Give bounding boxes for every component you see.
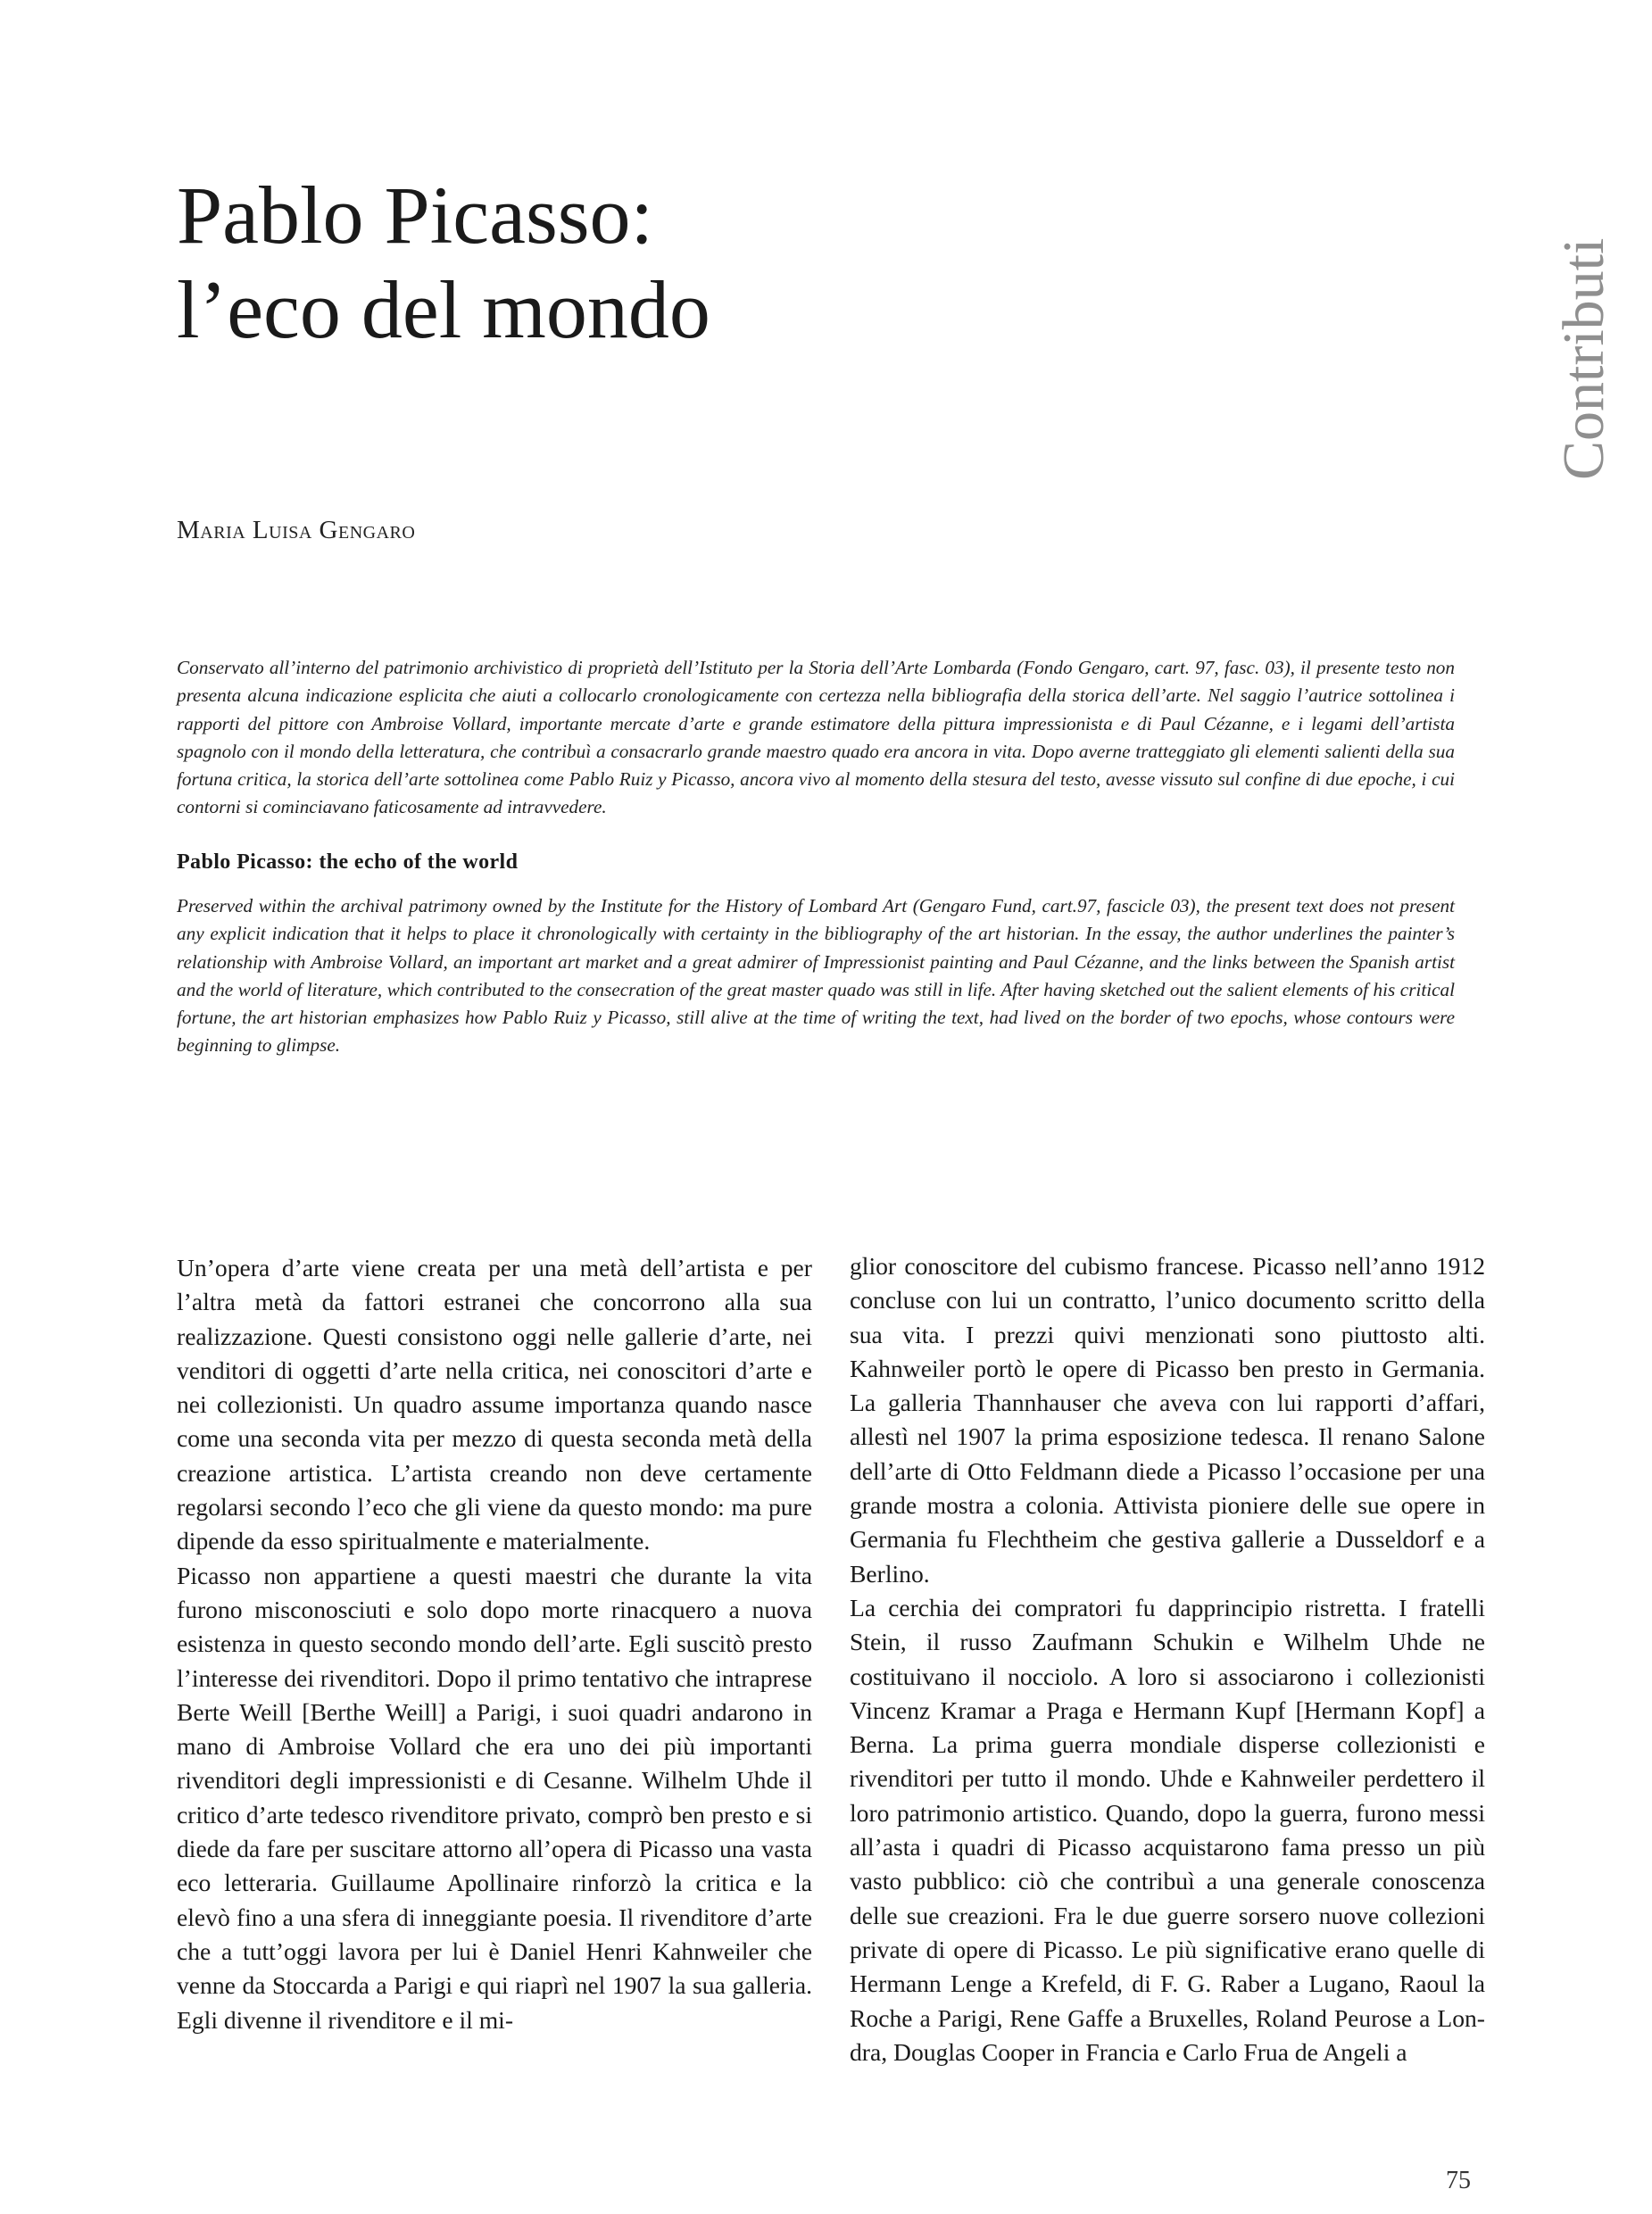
article-title-line-1: Pablo Picasso: bbox=[177, 170, 654, 261]
abstract-english-title: Pablo Picasso: the echo of the world bbox=[177, 850, 519, 874]
page-number: 75 bbox=[1446, 2167, 1471, 2194]
abstract-italian: Conservato all’interno del patrimonio archivistico di proprietà dell’Istituto per la Storia dell’Arte Lombarda (Fondo Gengaro, cart. 97, fasc. 03), il presente testo non presenta alcuna indicazione esplicita che aiuti a collocarlo cronologicamente con certezza nella bibliografia della storica dell’arte. Nel saggio l’autrice sottolinea i rapporti del pittore con Ambroise Vollard, importante mercate d’arte e grande estimatore della pittura impressionista e di Paul Cézanne, e i legami dell’artista spagnolo con il mondo della letteratura, che contribuì a consacrarlo grande maestro quado era ancora in vita. Dopo averne tratteggiato gli elementi salienti della sua fortuna critica, la storica dell’arte sottolinea come Pablo Ruiz y Picasso, ancora vivo al momento della stesura del testo, avesse vissuto sul confine di due epoche, i cui contorni si cominciavano faticosamente ad intravvedere. bbox=[177, 657, 1455, 818]
section-label-text: Contributi bbox=[1551, 237, 1616, 480]
body-paragraph: Picasso non appartiene a questi maestri che durante la vita furono misconosciuti e solo dopo morte rinacquero a nuova esistenza in questo secondo mondo dell’arte. Egli suscitò presto l’interesse dei rivenditori. Dopo il primo tentativo che intraprese Berte Weill [Berthe Weill] a Parigi, i suoi quadri andarono in mano di Ambroise Vollard che era uno dei più importanti rivenditori degli impressionisti e di Cesanne. Wilhelm Uhde il critico d’arte tedesco rivenditore privato, comprò ben presto e si diede da fare per suscitare attorno all’opera di Picasso una vasta eco letteraria. Guillaume Apollinaire rinforzò la critica e la elevò fino a una sfera di inneggiante poesia. Il rivenditore d’arte che a tutt’oggi lavora per lui è Daniel Henri Kahnweiler che venne da Stoccarda a Parigi e qui riaprì nel 1907 la sua galleria. Egli divenne il rivenditore e il mi- bbox=[177, 1561, 812, 2034]
body-paragraph: La cerchia dei compratori fu dapprincipio ristretta. I fratelli Stein, il russo Zaufmann Schukin e Wilhelm Uhde ne costituivano il nocciolo. A loro si associarono i collezionisti Vincenz Kramar a Praga e Hermann Kupf [Hermann Kopf] a Berna. La prima guerra mondiale disperse collezionisti e rivenditori per tutto il mondo. Uhde e Kahnweiler perdettero il loro patrimonio artistico. Quando, dopo la guerra, furono messi all’asta i quadri di Picasso acquistarono fama presso un più vasto pubblico: ciò che contribuì a una generale conoscenza delle sue creazioni. Fra le due guerre sorsero nuove collezioni private di opere di Picasso. Le più significative erano quelle di Hermann Lenge a Krefeld, di F. G. Raber a Lugano, Raoul la Roche a Parigi, Rene Gaffe a Bruxelles, Roland Peurose a Londra, Douglas Cooper in Francia e Carlo Frua de Angeli a bbox=[850, 1593, 1485, 2066]
body-paragraph: glior conoscitore del cubismo francese. Picasso nell’anno 1912 concluse con lui un contratto, l’unico documento scritto della sua vita. I prezzi quivi menzionati sono piuttosto alti. Kahnweiler portò le opere di Picasso ben presto in Germania. La galleria Thannhauser che aveva con lui rapporti d’affari, allestì nel 1907 la prima esposizione tedesca. Il renano Salone dell’arte di Otto Feldmann diede a Picasso l’occasione per una grande mostra a colonia. Attivista pioniere delle sue opere in Germania fu Flechtheim che gestiva gallerie a Dusseldorf e a Berlino. bbox=[850, 1252, 1485, 1588]
section-label bbox=[1553, 212, 1615, 480]
article-title-line-2: l’eco del mondo bbox=[177, 264, 710, 355]
body-paragraph: Un’opera d’arte viene creata per una metà dell’artista e per l’altra metà da fattori estranei che concorrono alla sua realizzazione. Questi consistono oggi nelle gallerie d’arte, nei venditori di oggetti d’arte nella critica, nei conoscitori d’arte e nei collezionisti. Un quadro assume importanza quando nasce come una seconda vita per mezzo di questa seconda metà della creazione artistica. L’artista creando non deve certamente regolarsi secondo l’eco che gli viene da questo mondo: ma pure dipende da esso spiritualmente e materialmente. bbox=[177, 1254, 812, 1555]
body-column-right bbox=[850, 1249, 1485, 2069]
article-title bbox=[177, 168, 710, 357]
body-column-left bbox=[177, 1251, 812, 2037]
author-name: Maria Luisa Gengaro bbox=[177, 516, 416, 544]
abstract-english: Preserved within the archival patrimony owned by the Institute for the History of Lombard Art (Gengaro Fund, cart.97, fascicle 03), the present text does not present any explicit indication that it helps to place it chronologically with certainty in the bibliography of the art historian. In the essay, the author underlines the painter’s relationship with Ambroise Vollard, an important art market and a great admirer of Impressionist painting and Paul Cézanne, and the links between the Spanish artist and the world of literature, which contributed to the consecration of the great master quado was still in life. After having sketched out the salient elements of his critical fortune, the art historian emphasizes how Pablo Ruiz y Picasso, still alive at the time of writing the text, had lived on the border of two epochs, whose contours were beginning to glimpse. bbox=[177, 895, 1455, 1057]
